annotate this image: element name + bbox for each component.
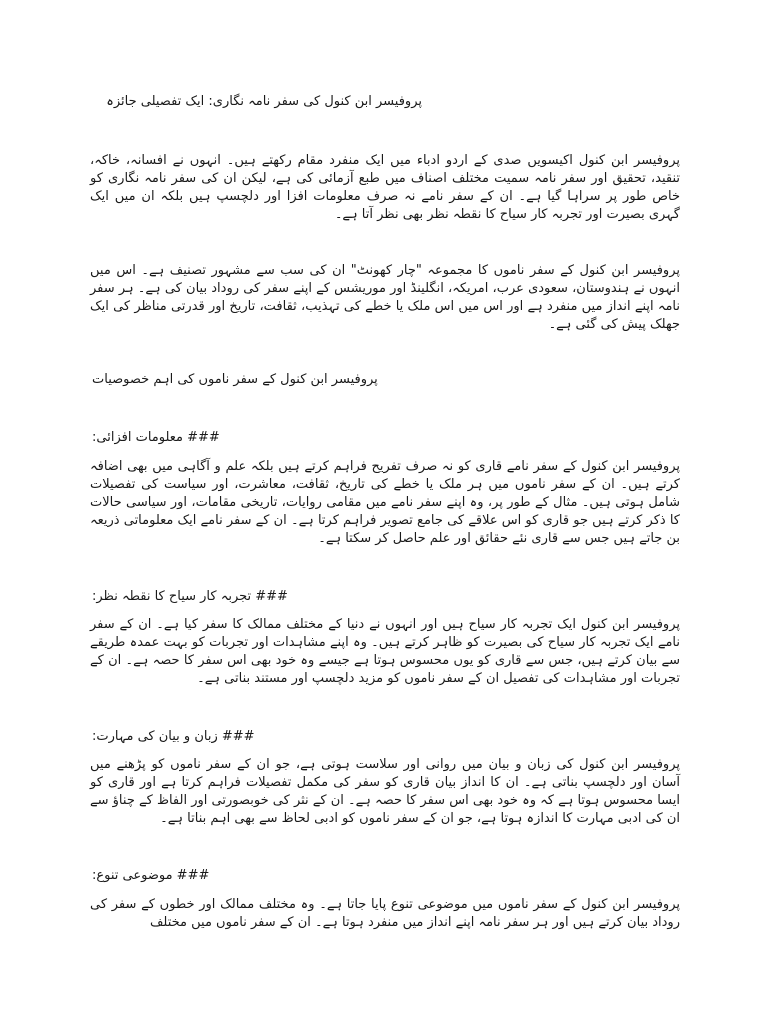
features-heading: پروفیسر ابن کنول کے سفر ناموں کی اہم خصوصیات: [92, 372, 378, 387]
section-body-language-skill: پروفیسر ابن کنول کی زبان و بیان میں روانی اور سلاست ہوتی ہے، جو ان کے سفر ناموں کو پڑھنے میں آسان اور دلچسپ بناتی ہے۔ ان کا انداز بیان قاری کو سفر کی مکمل تفصیلات فراہم کرتا ہے اور قاری کو ایسا محسوس ہوتا ہے کہ وہ خود بھی اس سفر کا حصہ ہے۔ ان کے نثر کی خوبصورتی اور الفاظ کے چناؤ سے ان کی ادبی مہارت کا اندازہ ہوتا ہے، جو ان کے سفر ناموں کو ادبی لحاظ سے بھی اہم بناتا ہے۔: [90, 757, 680, 826]
section-heading-information: ### معلومات افزائی:: [92, 430, 220, 445]
chaar-khoont-paragraph: پروفیسر ابن کنول کے سفر ناموں کا مجموعہ "چار کھونٹ" ان کی سب سے مشہور تصنیف ہے۔ اس میں انہوں نے ہندوستان، سعودی عرب، امریکہ، انگلینڈ اور موریشس کے اپنے سفر کی روداد بیان کی ہے۔ ہر سفر نامہ اپنے انداز میں منفرد ہے اور اس میں اس ملک یا خطے کی تہذیب، ثقافت، تاریخ اور قدرتی مناظر کی ایک جھلک پیش کی گئی ہے۔: [90, 263, 680, 332]
section-heading-traveler-view: ### تجربہ کار سیاح کا نقطہ نظر:: [92, 589, 288, 604]
document-title: پروفیسر ابن کنول کی سفر نامہ نگاری: ایک تفصیلی جائزہ: [106, 94, 422, 109]
section-heading-topic-diversity: ### موضوعی تنوع:: [92, 868, 210, 883]
section-heading-language-skill: ### زبان و بیان کی مہارت:: [92, 729, 255, 744]
intro-paragraph: پروفیسر ابن کنول اکیسویں صدی کے اردو ادباء میں ایک منفرد مقام رکھتے ہیں۔ انہوں نے افسانہ، خاکہ، تنقید، تحقیق اور سفر نامہ سمیت مختلف اصناف میں طبع آزمائی کی ہے، لیکن ان کی سفر نامہ نگاری کو خاص طور پر سراہا گیا ہے۔ ان کے سفر نامے نہ صرف معلومات افزا اور دلچسپ ہیں بلکہ ان میں ایک گہری بصیرت اور تجربہ کار سیاح کا نقطہ نظر بھی نظر آتا ہے۔: [90, 153, 680, 222]
section-body-topic-diversity: پروفیسر ابن کنول کے سفر ناموں میں موضوعی تنوع پایا جاتا ہے۔ وہ مختلف ممالک اور خطوں کے سفر کی روداد بیان کرتے ہیں اور ہر سفر نامہ اپنے انداز میں منفرد ہوتا ہے۔ ان کے سفر ناموں میں مختلف: [90, 897, 680, 930]
section-body-information: پروفیسر ابن کنول کے سفر نامے قاری کو نہ صرف تفریح فراہم کرتے ہیں بلکہ علم و آگاہی میں بھی اضافہ کرتے ہیں۔ ان کے سفر ناموں میں ہر ملک یا خطے کی تاریخ، ثقافت، معاشرت، اور سیاست کی تفصیلات شامل ہوتی ہیں۔ مثال کے طور پر، وہ اپنے سفر نامے میں مقامی روایات، تاریخی مقامات، اور سیاسی حالات کا ذکر کرتے ہیں جو قاری کو اس علاقے کی جامع تصویر فراہم کرتا ہے۔ ان کے سفر نامے ایک معلوماتی ذریعہ بن جاتے ہیں جس سے قاری نئے حقائق اور علم حاصل کر سکتا ہے۔: [90, 459, 680, 546]
section-body-traveler-view: پروفیسر ابن کنول ایک تجربہ کار سیاح ہیں اور انہوں نے دنیا کے مختلف ممالک کا سفر کیا ہے۔ ان کے سفر نامے ایک تجربہ کار سیاح کی بصیرت کو ظاہر کرتے ہیں۔ وہ اپنے مشاہدات اور تجربات کو بہت عمدہ طریقے سے بیان کرتے ہیں، جس سے قاری کو یوں محسوس ہوتا ہے جیسے وہ خود بھی اس سفر کا حصہ ہے۔ ان کے تجربات اور مشاہدات کی تفصیل ان کے سفر ناموں کو مزید دلچسپ اور مستند بناتی ہے۔: [90, 617, 680, 686]
